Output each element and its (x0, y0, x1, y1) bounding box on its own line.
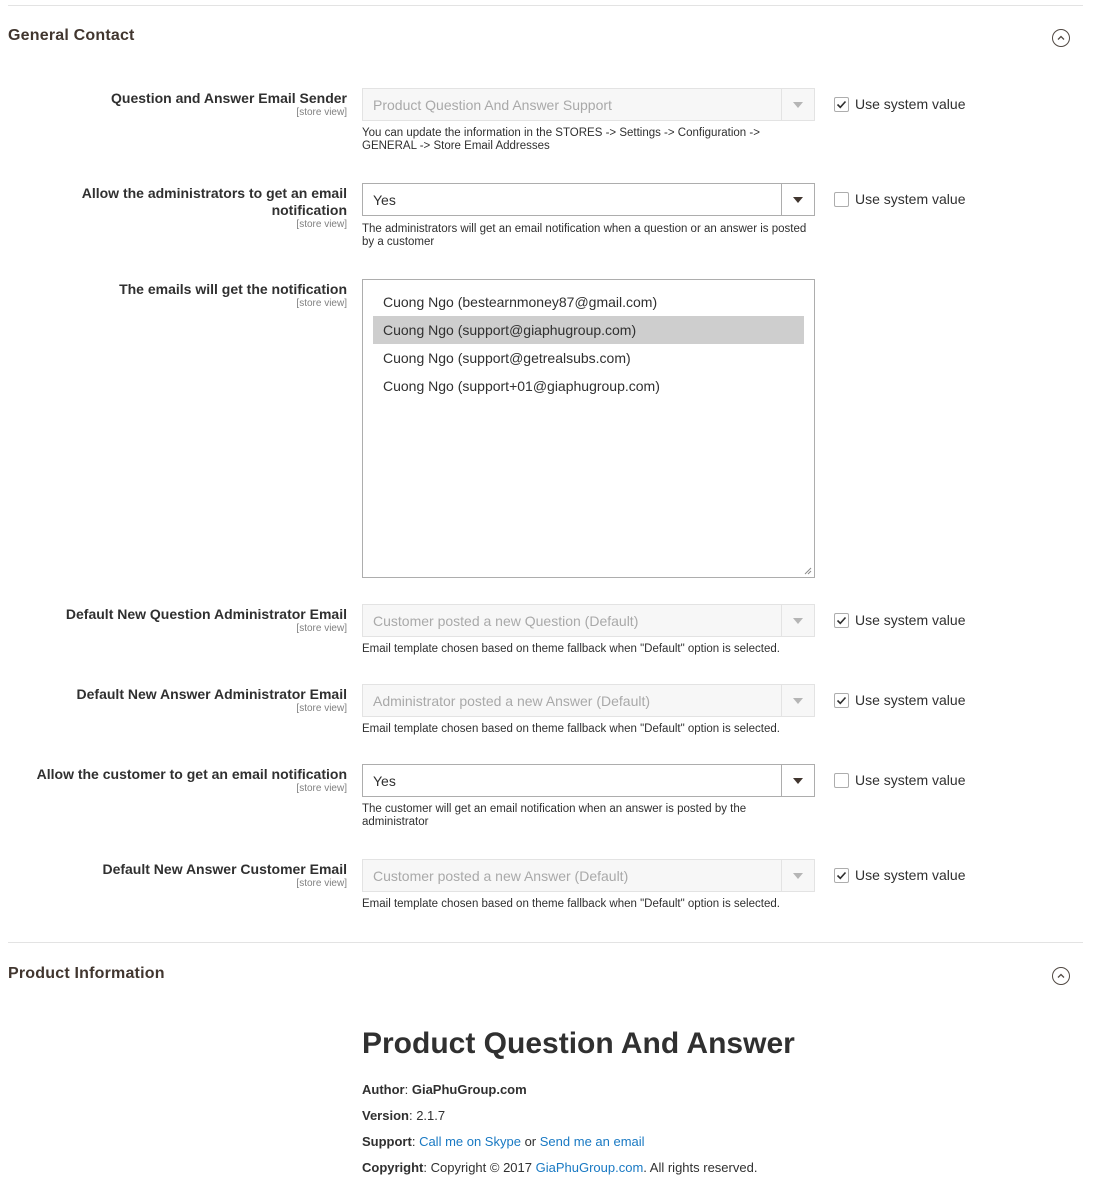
support-or: or (524, 1134, 537, 1149)
chevron-down-icon (793, 698, 803, 704)
use-system-value-checkbox[interactable] (834, 693, 849, 708)
author-line: Author: GiaPhuGroup.com (362, 1082, 527, 1097)
product-heading: Product Question And Answer (362, 1027, 795, 1060)
use-system-value-sender[interactable] (834, 96, 965, 112)
dropdown-arrow (781, 184, 814, 215)
section-title-product-information[interactable]: Product Information (8, 965, 165, 982)
select-value: Yes (373, 772, 396, 789)
email-link[interactable]: Send me an email (539, 1134, 645, 1149)
section-title-general-contact[interactable]: General Contact (8, 27, 135, 44)
use-system-value-checkbox[interactable] (834, 97, 849, 112)
email-option[interactable]: Cuong Ngo (support+01@giaphugroup.com) (383, 378, 660, 394)
chevron-up-icon (1056, 33, 1066, 43)
copyright-suffix: . All rights reserved. (643, 1160, 758, 1175)
version-line: Version: 2.1.7 (362, 1108, 446, 1123)
notification-emails-multiselect[interactable] (362, 279, 815, 578)
chevron-down-icon (793, 873, 803, 879)
field-label (7, 606, 347, 635)
field-label-text: The emails will get the notification (119, 281, 347, 297)
field-label-text: Question and Answer Email Sender (111, 90, 347, 106)
email-option[interactable]: Cuong Ngo (bestearnmoney87@gmail.com) (383, 294, 658, 310)
version-value: 2.1.7 (416, 1108, 446, 1123)
select-value: Customer posted a new Question (Default) (373, 612, 639, 629)
use-system-value-customer-notify[interactable] (834, 772, 965, 788)
scope-label: [store view] (296, 107, 347, 118)
support-label: Support (362, 1134, 412, 1149)
dropdown-arrow (781, 89, 814, 120)
field-label-text: Default New Question Administrator Email (65, 606, 347, 622)
copyright-label: Copyright (362, 1160, 424, 1175)
email-option[interactable]: Cuong Ngo (support@giaphugroup.com) (373, 316, 804, 344)
copyright-line: Copyright: Copyright © 2017 GiaPhuGroup.com. All rights reserved. (362, 1160, 758, 1175)
scope-label: [store view] (296, 878, 347, 889)
use-system-value-label: Use system value (855, 692, 966, 708)
dropdown-arrow (781, 860, 814, 891)
support-line: Support: Call me on Skype or Send me an email (362, 1134, 645, 1149)
section-divider (8, 942, 1083, 943)
use-system-value-label: Use system value (855, 772, 966, 788)
use-system-value-new-question-admin[interactable] (834, 612, 965, 628)
field-label-text: Default New Answer Customer Email (102, 861, 347, 877)
scope-label: [store view] (296, 298, 347, 309)
checkmark-icon (836, 615, 847, 626)
skype-link[interactable]: Call me on Skype (419, 1134, 521, 1149)
new-answer-admin-email-select[interactable] (362, 684, 815, 717)
field-note: The administrators will get an email notification when a question or an answer is posted by a customer (362, 223, 807, 248)
field-note: The customer will get an email notification when an answer is posted by the administrator (362, 803, 747, 828)
chevron-down-icon (793, 778, 803, 784)
collapse-product-information-button[interactable] (1052, 967, 1070, 985)
copyright-prefix: Copyright © 2017 (430, 1160, 532, 1175)
version-label: Version (362, 1108, 409, 1123)
field-label (7, 185, 347, 231)
customer-notification-select[interactable] (362, 764, 815, 797)
use-system-value-new-answer-customer[interactable] (834, 867, 965, 883)
checkmark-icon (836, 870, 847, 881)
use-system-value-label: Use system value (855, 867, 966, 883)
dropdown-arrow (781, 765, 814, 796)
author-value: GiaPhuGroup.com (411, 1082, 527, 1097)
field-label (0, 766, 347, 795)
field-label (7, 90, 347, 119)
collapse-general-contact-button[interactable] (1052, 29, 1070, 47)
author-label: Author (362, 1082, 405, 1097)
dropdown-arrow (781, 605, 814, 636)
use-system-value-new-answer-admin[interactable] (834, 692, 965, 708)
field-label-text: Default New Answer Administrator Email (76, 686, 347, 702)
use-system-value-label: Use system value (855, 96, 966, 112)
field-note: You can update the information in the STORES -> Settings -> Configuration -> GENERAL -> Store Email Addresses (362, 127, 760, 152)
select-value: Administrator posted a new Answer (Default) (373, 692, 651, 709)
use-system-value-checkbox[interactable] (834, 868, 849, 883)
chevron-down-icon (793, 197, 803, 203)
scope-label: [store view] (296, 703, 347, 714)
chevron-down-icon (793, 618, 803, 624)
use-system-value-checkbox[interactable] (834, 613, 849, 628)
email-sender-select[interactable] (362, 88, 815, 121)
scope-label: [store view] (296, 623, 347, 634)
use-system-value-admin-notify[interactable] (834, 191, 965, 207)
use-system-value-label: Use system value (855, 612, 966, 628)
dropdown-arrow (781, 685, 814, 716)
select-value: Product Question And Answer Support (373, 96, 612, 113)
resize-handle-icon[interactable] (804, 567, 812, 575)
field-label (7, 281, 347, 310)
use-system-value-label: Use system value (855, 191, 966, 207)
field-note: Email template chosen based on theme fallback when "Default" option is selected. (362, 643, 780, 655)
field-label-text: Allow the customer to get an email notification (36, 766, 347, 782)
checkmark-icon (836, 695, 847, 706)
field-note: Email template chosen based on theme fallback when "Default" option is selected. (362, 723, 780, 735)
field-label (7, 861, 347, 890)
field-note: Email template chosen based on theme fallback when "Default" option is selected. (362, 898, 780, 910)
chevron-down-icon (793, 102, 803, 108)
new-question-admin-email-select[interactable] (362, 604, 815, 637)
chevron-up-icon (1056, 971, 1066, 981)
use-system-value-checkbox[interactable] (834, 192, 849, 207)
use-system-value-checkbox[interactable] (834, 773, 849, 788)
website-link[interactable]: GiaPhuGroup.com (535, 1160, 644, 1175)
scope-label: [store view] (296, 219, 347, 230)
field-label-text: Allow the administrators to get an email notification (81, 185, 347, 218)
select-value: Yes (373, 191, 396, 208)
new-answer-customer-email-select[interactable] (362, 859, 815, 892)
top-divider (8, 5, 1083, 6)
scope-label: [store view] (296, 783, 347, 794)
field-label (7, 686, 347, 715)
email-option[interactable]: Cuong Ngo (support@getrealsubs.com) (383, 350, 631, 366)
select-value: Customer posted a new Answer (Default) (373, 867, 629, 884)
admin-notification-select[interactable] (362, 183, 815, 216)
checkmark-icon (836, 99, 847, 110)
